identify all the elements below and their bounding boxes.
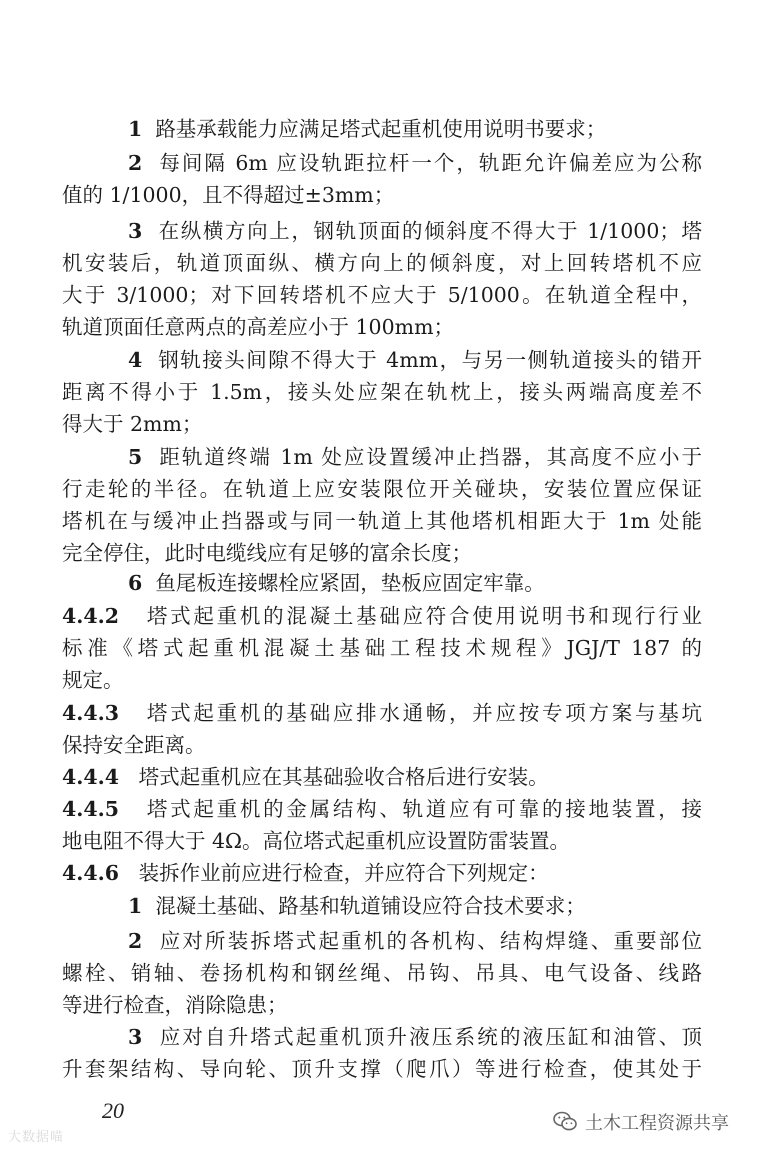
clause-text: 标准《塔式起重机混凝土基础工程技术规程》JGJ/T 187 的	[62, 636, 702, 660]
list-item	[62, 925, 702, 1021]
item-text: 应对所装拆塔式起重机的各机构、结构焊缝、重要部位	[159, 929, 702, 953]
clause-text: 装拆作业前应进行检查，并应符合下列规定：	[138, 861, 549, 885]
item-text: 在纵横方向上，钢轨顶面的倾斜度不得大于 1/1000；塔	[158, 219, 702, 243]
item-text: 距轨道终端 1m 处应设置缓冲止挡器，其高度不应小于	[159, 445, 702, 469]
item-text: 升套架结构、导向轮、顶升支撑（爬爪）等进行检查，使其处于	[62, 1057, 702, 1081]
clause-text: 规定。	[62, 668, 124, 692]
clause-number: 4.4.3	[62, 701, 120, 725]
item-text: 得大于 2mm；	[62, 412, 203, 436]
clause	[62, 761, 702, 793]
clause-text: 塔式起重机的金属结构、轨道应有可靠的接地装置，接	[146, 797, 702, 821]
item-number: 1	[128, 894, 143, 918]
list-item	[62, 344, 702, 440]
clause-text: 塔式起重机的混凝土基础应符合使用说明书和现行行业	[146, 604, 702, 628]
item-number: 6	[128, 571, 143, 595]
clause	[62, 697, 702, 761]
watermark-left	[8, 1126, 64, 1145]
clause-number: 4.4.4	[62, 765, 120, 789]
item-text: 距离不得小于 1.5m，接头处应架在轨枕上，接头两端高度差不	[62, 380, 702, 404]
item-text: 等进行检查，消除隐患；	[62, 993, 288, 1017]
item-text: 轨道顶面任意两点的高差应小于 100mm；	[62, 315, 455, 339]
clause-text: 地电阻不得大于 4Ω。高位塔式起重机应设置防雷装置。	[62, 829, 571, 853]
item-text: 路基承载能力应满足塔式起重机使用说明书要求；	[155, 117, 607, 141]
clause	[62, 793, 702, 857]
watermark-right	[553, 1107, 729, 1137]
clause	[62, 600, 702, 696]
watermark-right-text: 土木工程资源共享	[585, 1113, 729, 1133]
list-item	[62, 567, 702, 599]
clause-number: 4.4.2	[62, 604, 120, 628]
item-text: 螺栓、销轴、卷扬机构和钢丝绳、吊钩、吊具、电气设备、线路	[62, 961, 702, 985]
item-text: 行走轮的半径。在轨道上应安装限位开关碰块，安装位置应保证	[62, 477, 702, 501]
watermark-left-text: 大数据喵	[8, 1129, 65, 1144]
item-text: 值的 1/1000，且不得超过±3mm；	[62, 183, 395, 207]
item-number: 3	[128, 1025, 143, 1049]
item-number: 5	[128, 445, 143, 469]
clause-text: 塔式起重机的基础应排水通畅，并应按专项方案与基坑	[146, 701, 702, 725]
item-text: 鱼尾板连接螺栓应紧固，垫板应固定牢靠。	[155, 571, 545, 595]
list-item	[62, 890, 702, 922]
item-text: 钢轨接头间隙不得大于 4mm，与另一侧轨道接头的错开	[158, 348, 702, 372]
list-item	[62, 113, 702, 145]
list-item	[62, 147, 702, 211]
item-number: 2	[128, 151, 143, 175]
item-text: 完全停住，此时电缆线应有足够的富余长度；	[62, 541, 472, 565]
item-text: 塔机在与缓冲止挡器或与同一轨道上其他塔机相距大于 1m 处能	[62, 509, 702, 533]
item-number: 3	[128, 219, 143, 243]
item-text: 混凝土基础、路基和轨道铺设应符合技术要求；	[155, 894, 586, 918]
clause-text: 塔式起重机应在其基础验收合格后进行安装。	[138, 765, 549, 789]
list-item	[62, 441, 702, 569]
clause-number: 4.4.5	[62, 797, 120, 821]
item-text: 应对自升塔式起重机顶升液压系统的液压缸和油管、顶	[159, 1025, 702, 1049]
clause-number: 4.4.6	[62, 861, 120, 885]
item-text: 机安装后，轨道顶面纵、横方向上的倾斜度，对上回转塔机不应	[62, 251, 702, 275]
page-number: 20	[102, 1098, 124, 1123]
list-item	[62, 215, 702, 343]
item-number: 1	[128, 117, 143, 141]
wechat-icon	[553, 1111, 577, 1133]
item-text: 每间隔 6m 应设轨距拉杆一个，轨距允许偏差应为公称	[159, 151, 702, 175]
item-text: 大于 3/1000；对下回转塔机不应大于 5/1000。在轨道全程中，	[62, 283, 702, 307]
list-item	[62, 1021, 702, 1085]
item-number: 2	[128, 929, 143, 953]
item-number: 4	[128, 348, 143, 372]
clause	[62, 857, 702, 889]
clause-text: 保持安全距离。	[62, 733, 206, 757]
